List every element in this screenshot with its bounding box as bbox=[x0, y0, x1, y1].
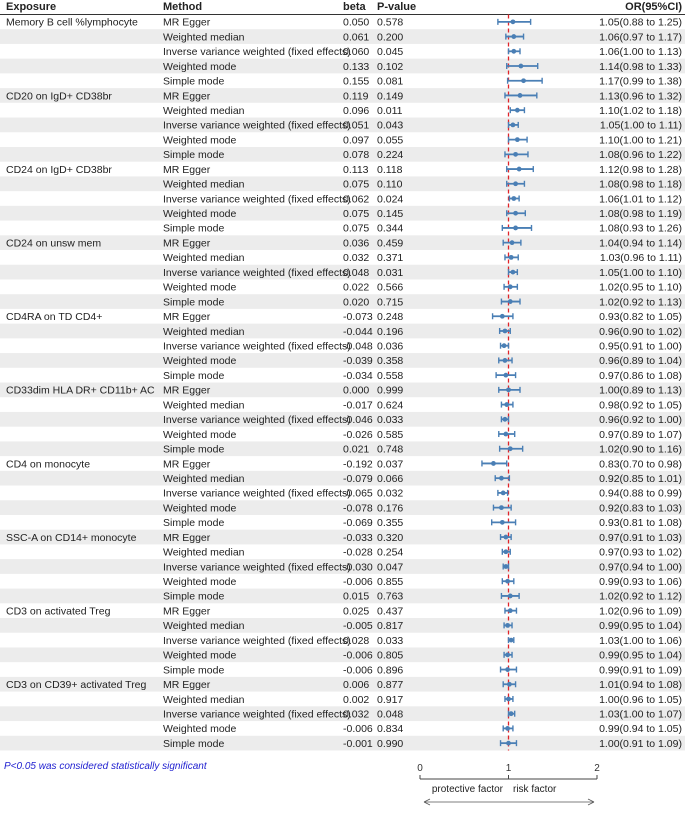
pvalue-value: 0.033 bbox=[377, 634, 404, 647]
pvalue-value: 0.066 bbox=[377, 472, 404, 485]
or-ci-value: 1.08(0.93 to 1.26) bbox=[599, 222, 682, 235]
beta-value: -0.033 bbox=[343, 531, 373, 544]
or-point bbox=[511, 19, 516, 24]
x-tick-label: 1 bbox=[505, 763, 512, 774]
method-label: Weighted mode bbox=[163, 649, 237, 662]
method-label: Weighted median bbox=[163, 252, 245, 265]
or-point bbox=[517, 167, 522, 172]
pvalue-value: 0.248 bbox=[377, 311, 404, 324]
or-ci-value: 1.00(0.96 to 1.05) bbox=[599, 693, 682, 706]
or-ci-value: 0.99(0.95 to 1.04) bbox=[599, 649, 682, 662]
beta-value: 0.006 bbox=[343, 679, 370, 692]
method-label: Weighted median bbox=[163, 104, 245, 117]
or-point bbox=[504, 402, 509, 407]
pvalue-value: 0.748 bbox=[377, 443, 404, 456]
method-label: Simple mode bbox=[163, 296, 225, 309]
beta-value: 0.075 bbox=[343, 208, 370, 221]
or-point bbox=[505, 579, 510, 584]
or-ci-value: 1.06(1.00 to 1.13) bbox=[599, 46, 682, 59]
or-ci-value: 0.94(0.88 to 0.99) bbox=[599, 487, 682, 500]
beta-value: 0.119 bbox=[343, 90, 369, 103]
or-point bbox=[506, 697, 511, 702]
or-point bbox=[505, 623, 510, 628]
method-label: Simple mode bbox=[163, 222, 225, 235]
or-ci-value: 1.02(0.96 to 1.09) bbox=[599, 605, 682, 618]
method-label: Weighted median bbox=[163, 399, 245, 412]
or-point bbox=[507, 682, 512, 687]
or-ci-value: 1.04(0.94 to 1.14) bbox=[599, 237, 682, 250]
pvalue-value: 0.624 bbox=[377, 399, 404, 412]
pvalue-value: 0.585 bbox=[377, 428, 404, 441]
exposure-label: SSC-A on CD14+ monocyte bbox=[6, 531, 137, 544]
beta-value: -0.001 bbox=[343, 737, 373, 750]
or-point bbox=[499, 505, 504, 510]
or-point bbox=[511, 123, 516, 128]
or-point bbox=[515, 108, 520, 113]
or-point bbox=[508, 594, 513, 599]
pvalue-value: 0.320 bbox=[377, 531, 404, 544]
pvalue-value: 0.566 bbox=[377, 281, 404, 294]
or-ci-value: 0.99(0.91 to 1.09) bbox=[599, 664, 682, 677]
x-tick-label: 0 bbox=[417, 763, 423, 774]
method-label: Inverse variance weighted (fixed effects) bbox=[163, 634, 351, 647]
or-ci-value: 0.99(0.93 to 1.06) bbox=[599, 576, 682, 589]
or-point bbox=[521, 78, 526, 83]
or-ci-value: 1.02(0.95 to 1.10) bbox=[599, 281, 682, 294]
or-point bbox=[511, 270, 516, 275]
pvalue-value: 0.118 bbox=[377, 163, 403, 176]
pvalue-value: 0.033 bbox=[377, 414, 404, 427]
beta-value: -0.078 bbox=[343, 502, 373, 515]
beta-value: 0.078 bbox=[343, 149, 370, 162]
or-ci-value: 0.96(0.90 to 1.02) bbox=[599, 325, 682, 338]
beta-value: -0.065 bbox=[343, 487, 373, 500]
method-label: Weighted mode bbox=[163, 576, 237, 589]
beta-value: 0.061 bbox=[343, 31, 370, 44]
or-point bbox=[508, 446, 513, 451]
or-ci-value: 1.14(0.98 to 1.33) bbox=[599, 60, 682, 73]
footnote: P<0.05 was considered statistically significant bbox=[4, 761, 207, 772]
header-method: Method bbox=[163, 1, 203, 13]
risk-factor-label: risk factor bbox=[513, 784, 557, 795]
or-point bbox=[503, 358, 508, 363]
exposure-label: CD24 on IgD+ CD38br bbox=[6, 163, 112, 176]
pvalue-value: 0.805 bbox=[377, 649, 404, 662]
beta-value: 0.133 bbox=[343, 60, 370, 73]
or-point bbox=[515, 137, 520, 142]
pvalue-value: 0.047 bbox=[377, 561, 404, 574]
or-point bbox=[505, 667, 510, 672]
or-ci-value: 1.06(1.01 to 1.12) bbox=[599, 193, 682, 206]
beta-value: 0.075 bbox=[343, 178, 370, 191]
beta-value: 0.021 bbox=[343, 443, 370, 456]
method-label: MR Egger bbox=[163, 16, 211, 29]
method-label: Weighted mode bbox=[163, 723, 237, 736]
beta-value: 0.051 bbox=[343, 119, 370, 132]
pvalue-value: 0.224 bbox=[377, 149, 404, 162]
or-ci-value: 1.03(0.96 to 1.11) bbox=[599, 252, 682, 265]
beta-value: -0.030 bbox=[343, 561, 373, 574]
method-label: MR Egger bbox=[163, 679, 211, 692]
method-label: Simple mode bbox=[163, 149, 225, 162]
or-ci-value: 0.93(0.81 to 1.08) bbox=[599, 517, 682, 530]
pvalue-value: 0.048 bbox=[377, 708, 404, 721]
or-point bbox=[518, 93, 523, 98]
x-tick-label: 2 bbox=[594, 763, 600, 774]
beta-value: -0.006 bbox=[343, 723, 373, 736]
exposure-label: CD24 on unsw mem bbox=[6, 237, 102, 250]
pvalue-value: 0.371 bbox=[377, 252, 404, 265]
pvalue-value: 0.043 bbox=[377, 119, 404, 132]
or-point bbox=[518, 64, 523, 69]
beta-value: -0.006 bbox=[343, 649, 373, 662]
or-point bbox=[513, 226, 518, 231]
or-point bbox=[513, 152, 518, 157]
or-point bbox=[506, 741, 511, 746]
method-label: Weighted median bbox=[163, 31, 245, 44]
pvalue-value: 0.102 bbox=[377, 60, 404, 73]
x-axis bbox=[417, 763, 600, 779]
beta-value: 0.060 bbox=[343, 46, 370, 59]
or-point bbox=[509, 711, 514, 716]
method-label: Simple mode bbox=[163, 590, 225, 603]
exposure-label: Memory B cell %lymphocyte bbox=[6, 16, 138, 29]
or-ci-value: 1.01(0.94 to 1.08) bbox=[599, 679, 682, 692]
beta-value: -0.046 bbox=[343, 414, 373, 427]
pvalue-value: 0.036 bbox=[377, 340, 404, 353]
pvalue-value: 0.110 bbox=[377, 178, 403, 191]
pvalue-value: 0.558 bbox=[377, 369, 404, 382]
or-ci-value: 0.83(0.70 to 0.98) bbox=[599, 458, 682, 471]
method-label: Weighted mode bbox=[163, 134, 237, 147]
method-label: Simple mode bbox=[163, 75, 225, 88]
beta-value: -0.006 bbox=[343, 664, 373, 677]
pvalue-value: 0.055 bbox=[377, 134, 404, 147]
beta-value: 0.025 bbox=[343, 605, 370, 618]
beta-value: 0.062 bbox=[343, 193, 370, 206]
header-beta: beta bbox=[343, 1, 366, 13]
pvalue-value: 0.999 bbox=[377, 384, 404, 397]
or-point bbox=[511, 49, 516, 54]
or-point bbox=[503, 373, 508, 378]
header-row bbox=[6, 1, 682, 13]
beta-value: 0.097 bbox=[343, 134, 370, 147]
beta-value: -0.044 bbox=[343, 325, 373, 338]
or-point bbox=[499, 476, 504, 481]
header-exposure: Exposure bbox=[6, 1, 57, 13]
pvalue-value: 0.358 bbox=[377, 355, 404, 368]
beta-value: 0.048 bbox=[343, 266, 370, 279]
or-ci-value: 0.92(0.85 to 1.01) bbox=[599, 472, 682, 485]
exposure-label: CD3 on activated Treg bbox=[6, 605, 111, 618]
or-point bbox=[503, 329, 508, 334]
pvalue-value: 0.355 bbox=[377, 517, 404, 530]
beta-value: 0.020 bbox=[343, 296, 370, 309]
pvalue-value: 0.896 bbox=[377, 664, 404, 677]
exposure-label: CD4 on monocyte bbox=[6, 458, 91, 471]
method-label: Inverse variance weighted (fixed effects) bbox=[163, 193, 351, 206]
or-ci-value: 1.02(0.90 to 1.16) bbox=[599, 443, 682, 456]
method-label: Simple mode bbox=[163, 664, 225, 677]
beta-value: 0.028 bbox=[343, 634, 370, 647]
method-label: Simple mode bbox=[163, 369, 225, 382]
or-ci-value: 1.08(0.98 to 1.19) bbox=[599, 208, 682, 221]
or-ci-value: 0.99(0.94 to 1.05) bbox=[599, 723, 682, 736]
or-point bbox=[511, 196, 516, 201]
pvalue-value: 0.196 bbox=[377, 325, 404, 338]
pvalue-value: 0.855 bbox=[377, 576, 404, 589]
beta-value: 0.032 bbox=[343, 708, 370, 721]
method-label: MR Egger bbox=[163, 311, 211, 324]
beta-value: 0.015 bbox=[343, 590, 370, 603]
or-ci-value: 0.93(0.82 to 1.05) bbox=[599, 311, 682, 324]
method-label: MR Egger bbox=[163, 163, 211, 176]
pvalue-value: 0.834 bbox=[377, 723, 404, 736]
pvalue-value: 0.763 bbox=[377, 590, 404, 603]
or-point bbox=[505, 726, 510, 731]
beta-value: -0.017 bbox=[343, 399, 373, 412]
exposure-label: CD4RA on TD CD4+ bbox=[6, 311, 103, 324]
beta-value: -0.026 bbox=[343, 428, 373, 441]
or-ci-value: 1.06(0.97 to 1.17) bbox=[599, 31, 682, 44]
method-label: MR Egger bbox=[163, 90, 211, 103]
or-ci-value: 0.92(0.83 to 1.03) bbox=[599, 502, 682, 515]
method-label: Weighted median bbox=[163, 546, 245, 559]
beta-value: -0.039 bbox=[343, 355, 373, 368]
method-label: Simple mode bbox=[163, 517, 225, 530]
beta-value: 0.022 bbox=[343, 281, 370, 294]
or-point bbox=[510, 240, 515, 245]
beta-value: 0.096 bbox=[343, 104, 370, 117]
or-point bbox=[509, 255, 514, 260]
or-ci-value: 0.97(0.91 to 1.03) bbox=[599, 531, 682, 544]
pvalue-value: 0.149 bbox=[377, 90, 404, 103]
or-ci-value: 1.08(0.98 to 1.18) bbox=[599, 178, 682, 191]
or-ci-value: 1.02(0.92 to 1.13) bbox=[599, 296, 682, 309]
method-label: Weighted mode bbox=[163, 281, 237, 294]
method-label: MR Egger bbox=[163, 531, 211, 544]
or-point bbox=[503, 432, 508, 437]
or-point bbox=[503, 417, 508, 422]
header-pvalue: P-value bbox=[377, 1, 417, 13]
or-point bbox=[508, 608, 513, 613]
or-point bbox=[509, 638, 514, 643]
method-label: Weighted mode bbox=[163, 208, 237, 221]
beta-value: 0.075 bbox=[343, 222, 370, 235]
method-label: Weighted mode bbox=[163, 355, 237, 368]
beta-value: -0.073 bbox=[343, 311, 373, 324]
or-ci-value: 0.96(0.92 to 1.00) bbox=[599, 414, 682, 427]
header-or: OR(95%CI) bbox=[625, 1, 682, 13]
method-label: Weighted mode bbox=[163, 502, 237, 515]
pvalue-value: 0.024 bbox=[377, 193, 404, 206]
or-point bbox=[503, 549, 508, 554]
method-label: Inverse variance weighted (fixed effects) bbox=[163, 46, 351, 59]
method-label: MR Egger bbox=[163, 384, 211, 397]
pvalue-value: 0.081 bbox=[377, 75, 404, 88]
pvalue-value: 0.032 bbox=[377, 487, 404, 500]
or-point bbox=[491, 461, 496, 466]
exposure-label: CD3 on CD39+ activated Treg bbox=[6, 679, 147, 692]
beta-value: 0.002 bbox=[343, 693, 370, 706]
or-point bbox=[506, 387, 511, 392]
or-point bbox=[505, 652, 510, 657]
or-ci-value: 1.10(1.02 to 1.18) bbox=[599, 104, 682, 117]
beta-value: -0.069 bbox=[343, 517, 373, 530]
method-label: Weighted median bbox=[163, 472, 245, 485]
beta-value: 0.050 bbox=[343, 16, 370, 29]
or-ci-value: 0.97(0.86 to 1.08) bbox=[599, 369, 682, 382]
method-label: Weighted median bbox=[163, 620, 245, 633]
pvalue-value: 0.817 bbox=[377, 620, 404, 633]
method-label: Simple mode bbox=[163, 737, 225, 750]
or-ci-value: 1.10(1.00 to 1.21) bbox=[599, 134, 682, 147]
beta-value: -0.048 bbox=[343, 340, 373, 353]
method-label: Inverse variance weighted (fixed effects) bbox=[163, 487, 351, 500]
beta-value: -0.028 bbox=[343, 546, 373, 559]
or-point bbox=[502, 343, 507, 348]
or-point bbox=[511, 34, 516, 39]
or-ci-value: 1.08(0.96 to 1.22) bbox=[599, 149, 682, 162]
pvalue-value: 0.011 bbox=[377, 104, 403, 117]
pvalue-value: 0.176 bbox=[377, 502, 404, 515]
pvalue-value: 0.344 bbox=[377, 222, 404, 235]
or-ci-value: 0.97(0.89 to 1.07) bbox=[599, 428, 682, 441]
method-label: Inverse variance weighted (fixed effects) bbox=[163, 414, 351, 427]
method-label: Simple mode bbox=[163, 443, 225, 456]
beta-value: -0.079 bbox=[343, 472, 373, 485]
method-label: Inverse variance weighted (fixed effects) bbox=[163, 119, 351, 132]
method-label: MR Egger bbox=[163, 605, 211, 618]
or-point bbox=[508, 284, 513, 289]
or-ci-value: 1.03(1.00 to 1.07) bbox=[599, 708, 682, 721]
pvalue-value: 0.437 bbox=[377, 605, 404, 618]
or-point bbox=[503, 564, 508, 569]
beta-value: -0.034 bbox=[343, 369, 373, 382]
or-ci-value: 1.05(1.00 to 1.10) bbox=[599, 266, 682, 279]
method-label: Weighted median bbox=[163, 325, 245, 338]
method-label: Weighted median bbox=[163, 178, 245, 191]
pvalue-value: 0.200 bbox=[377, 31, 404, 44]
pvalue-value: 0.917 bbox=[377, 693, 404, 706]
pvalue-value: 0.045 bbox=[377, 46, 404, 59]
or-ci-value: 1.12(0.98 to 1.28) bbox=[599, 163, 682, 176]
or-ci-value: 0.97(0.93 to 1.02) bbox=[599, 546, 682, 559]
beta-value: -0.005 bbox=[343, 620, 373, 633]
or-ci-value: 0.99(0.95 to 1.04) bbox=[599, 620, 682, 633]
pvalue-value: 0.877 bbox=[377, 679, 404, 692]
beta-value: -0.006 bbox=[343, 576, 373, 589]
pvalue-value: 0.990 bbox=[377, 737, 404, 750]
method-label: Inverse variance weighted (fixed effects) bbox=[163, 708, 351, 721]
or-ci-value: 0.97(0.94 to 1.00) bbox=[599, 561, 682, 574]
beta-value: 0.032 bbox=[343, 252, 370, 265]
or-ci-value: 0.95(0.91 to 1.00) bbox=[599, 340, 682, 353]
method-label: Weighted mode bbox=[163, 60, 237, 73]
protective-factor-label: protective factor bbox=[431, 784, 503, 795]
method-label: Inverse variance weighted (fixed effects) bbox=[163, 561, 351, 574]
or-point bbox=[508, 299, 513, 304]
beta-value: -0.192 bbox=[343, 458, 373, 471]
pvalue-value: 0.578 bbox=[377, 16, 404, 29]
or-point bbox=[503, 535, 508, 540]
or-point bbox=[500, 314, 505, 319]
or-ci-value: 0.98(0.92 to 1.05) bbox=[599, 399, 682, 412]
method-label: Weighted mode bbox=[163, 428, 237, 441]
or-ci-value: 1.03(1.00 to 1.06) bbox=[599, 634, 682, 647]
pvalue-value: 0.459 bbox=[377, 237, 404, 250]
or-ci-value: 1.05(0.88 to 1.25) bbox=[599, 16, 682, 29]
or-ci-value: 1.00(0.91 to 1.09) bbox=[599, 737, 682, 750]
or-ci-value: 1.00(0.89 to 1.13) bbox=[599, 384, 682, 397]
beta-value: 0.113 bbox=[343, 163, 369, 176]
or-point bbox=[513, 211, 518, 216]
method-label: MR Egger bbox=[163, 458, 211, 471]
or-ci-value: 1.05(1.00 to 1.11) bbox=[599, 119, 682, 132]
pvalue-value: 0.145 bbox=[377, 208, 404, 221]
pvalue-value: 0.715 bbox=[377, 296, 404, 309]
or-point bbox=[513, 181, 518, 186]
method-label: Weighted median bbox=[163, 693, 245, 706]
method-label: Inverse variance weighted (fixed effects) bbox=[163, 266, 351, 279]
beta-value: 0.036 bbox=[343, 237, 370, 250]
pvalue-value: 0.037 bbox=[377, 458, 404, 471]
or-ci-value: 1.02(0.92 to 1.12) bbox=[599, 590, 682, 603]
or-point bbox=[501, 491, 506, 496]
or-point bbox=[500, 520, 505, 525]
exposure-label: CD33dim HLA DR+ CD11b+ AC bbox=[6, 384, 155, 397]
or-ci-value: 1.17(0.99 to 1.38) bbox=[599, 75, 682, 88]
exposure-label: CD20 on IgD+ CD38br bbox=[6, 90, 112, 103]
pvalue-value: 0.031 bbox=[377, 266, 404, 279]
or-ci-value: 1.13(0.96 to 1.32) bbox=[599, 90, 682, 103]
method-label: MR Egger bbox=[163, 237, 211, 250]
beta-value: 0.000 bbox=[343, 384, 370, 397]
method-label: Inverse variance weighted (fixed effects) bbox=[163, 340, 351, 353]
beta-value: 0.155 bbox=[343, 75, 370, 88]
pvalue-value: 0.254 bbox=[377, 546, 404, 559]
or-ci-value: 0.96(0.89 to 1.04) bbox=[599, 355, 682, 368]
